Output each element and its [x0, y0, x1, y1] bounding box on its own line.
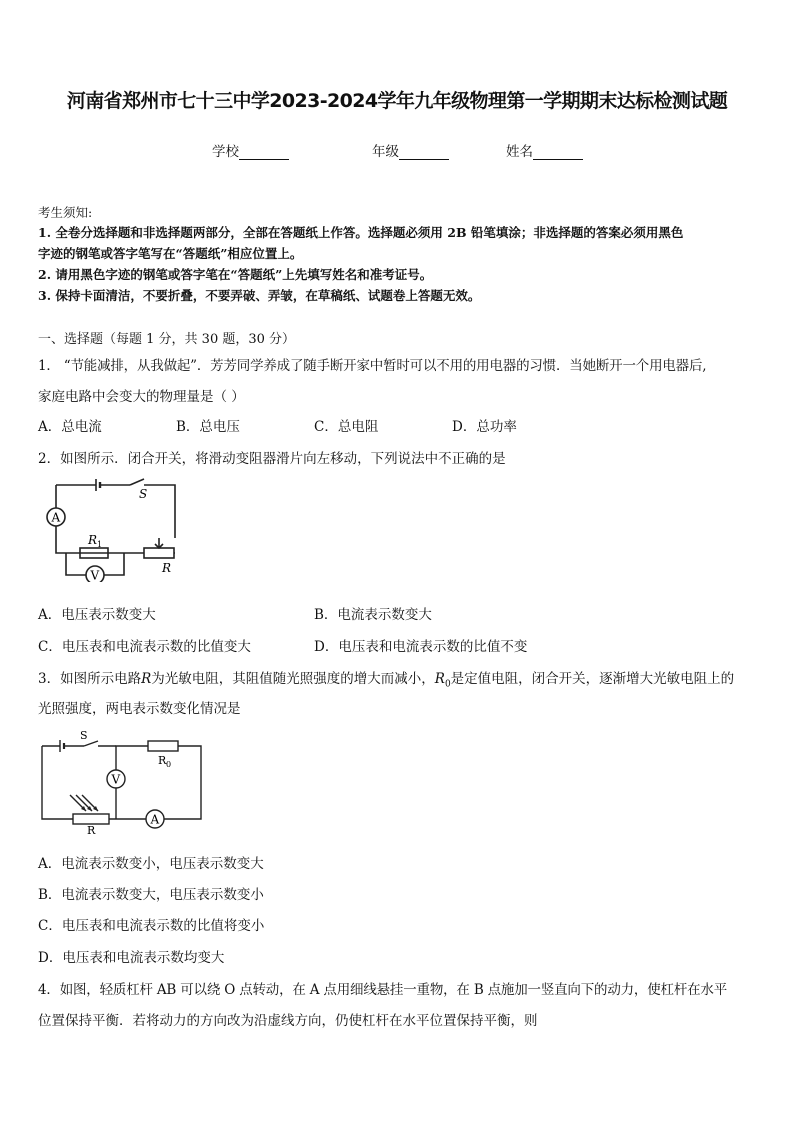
grade-blank[interactable] — [399, 145, 449, 160]
q1-option-b[interactable]: B．总电压 — [176, 419, 240, 435]
name-label: 姓名 — [506, 144, 533, 160]
q2-stem: 2．如图所示．闭合开关，将滑动变阻器滑片向左移动，下列说法中不正确的是 — [38, 451, 506, 467]
notice-item-1: 1. 全卷分选择题和非选择题两部分，全部在答题纸上作答。选择题必须用 2B 铅笔填涂；非选择题的答案必须用黑色 — [38, 225, 684, 240]
q1-option-d[interactable]: D．总功率 — [452, 419, 517, 435]
q2-switch-label: S — [139, 487, 148, 501]
notice-item-2: 2. 请用黑色字迹的钢笔或答字笔在“答题纸”上先填写姓名和准考证号。 — [38, 267, 433, 282]
q3-option-b[interactable]: B．电流表示数变大，电压表示数变小 — [38, 887, 264, 903]
q3-stem-part3: 是定值电阻，闭合开关，逐渐增大光敏电阻上的 — [450, 671, 735, 687]
q3-r-label: R — [87, 824, 96, 835]
q3-option-c[interactable]: C．电压表和电流表示数的比值将变小 — [38, 918, 265, 934]
q3-r0-subscript: 0 — [166, 760, 172, 769]
q3-stem-part1: 3．如图所示电路 — [38, 671, 142, 687]
name-blank[interactable] — [533, 145, 583, 160]
q2-option-c[interactable]: C．电压表和电流表示数的比值变大 — [38, 639, 251, 655]
notice-heading: 考生须知: — [38, 205, 93, 220]
q2-r1-label: R — [88, 533, 98, 547]
q4-stem-line2: 位置保持平衡．若将动力的方向改为沿虚线方向，仍使杠杆在水平位置保持平衡，则 — [38, 1013, 538, 1029]
q2-circuit-figure — [38, 478, 188, 582]
q3-r0-symbol: R — [434, 671, 445, 687]
q3-stem-line1 — [38, 667, 734, 690]
q3-r0-label: R — [158, 754, 167, 767]
notice-item-3: 3. 保持卡面清洁，不要折叠，不要弄破、弄皱，在草稿纸、试题卷上答题无效。 — [38, 288, 481, 303]
q3-option-a[interactable]: A．电流表示数变小，电压表示数变大 — [38, 856, 264, 872]
q1-option-c[interactable]: C．总电阻 — [314, 419, 379, 435]
q2-option-d[interactable]: D．电压表和电流表示数的比值不变 — [314, 639, 528, 655]
q2-option-b[interactable]: B．电流表示数变大 — [314, 607, 432, 623]
q3-switch-label: S — [80, 729, 88, 742]
q3-circuit-figure — [38, 727, 210, 835]
q3-stem-part2: 为光敏电阻，其阻值随光照强度的增大而减小， — [151, 671, 435, 687]
school-blank[interactable] — [239, 145, 289, 160]
q2-r-label: R — [162, 561, 172, 575]
q1-stem-line1: 1． “节能减排，从我做起”．芳芳同学养成了随手断开家中暂时可以不用的用电器的习惯．当她断开一个用电器后, — [38, 358, 707, 374]
grade-label: 年级 — [372, 144, 399, 160]
q1-option-a[interactable]: A．总电流 — [38, 419, 102, 435]
q3-stem-line2: 光照强度，两电表示数变化情况是 — [38, 701, 241, 717]
q4-stem-line1: 4．如图，轻质杠杆 AB 可以绕 O 点转动，在 A 点用细线悬挂一重物，在 B 点施加一竖直向下的动力，使杠杆在水平 — [38, 982, 728, 998]
q3-option-d[interactable]: D．电压表和电流表示数均变大 — [38, 950, 225, 966]
q3-r0-subscript: 0 — [444, 679, 451, 690]
notice-item-1-cont: 字迹的钢笔或答字笔写在“答题纸”相应位置上。 — [38, 246, 303, 261]
q2-option-a[interactable]: A．电压表示数变大 — [38, 607, 156, 623]
school-label: 学校 — [212, 144, 239, 160]
school-field[interactable] — [212, 140, 289, 160]
q2-r1-subscript: 1 — [97, 540, 103, 549]
q3-voltmeter-label: V — [111, 772, 121, 787]
page-title: 河南省郑州市七十三中学2023-2024学年九年级物理第一学期期末达标检测试题 — [66, 90, 728, 112]
q2-ammeter-label: A — [51, 510, 61, 525]
q1-stem-line2: 家庭电路中会变大的物理量是（ ） — [38, 389, 245, 405]
q3-r-symbol: R — [141, 671, 152, 687]
section-heading: 一、选择题（每题 1 分，共 30 题，30 分） — [38, 332, 296, 347]
q2-voltmeter-label: V — [90, 568, 100, 582]
q3-ammeter-label: A — [150, 812, 160, 827]
grade-field[interactable] — [372, 140, 449, 160]
name-field[interactable] — [506, 140, 583, 160]
